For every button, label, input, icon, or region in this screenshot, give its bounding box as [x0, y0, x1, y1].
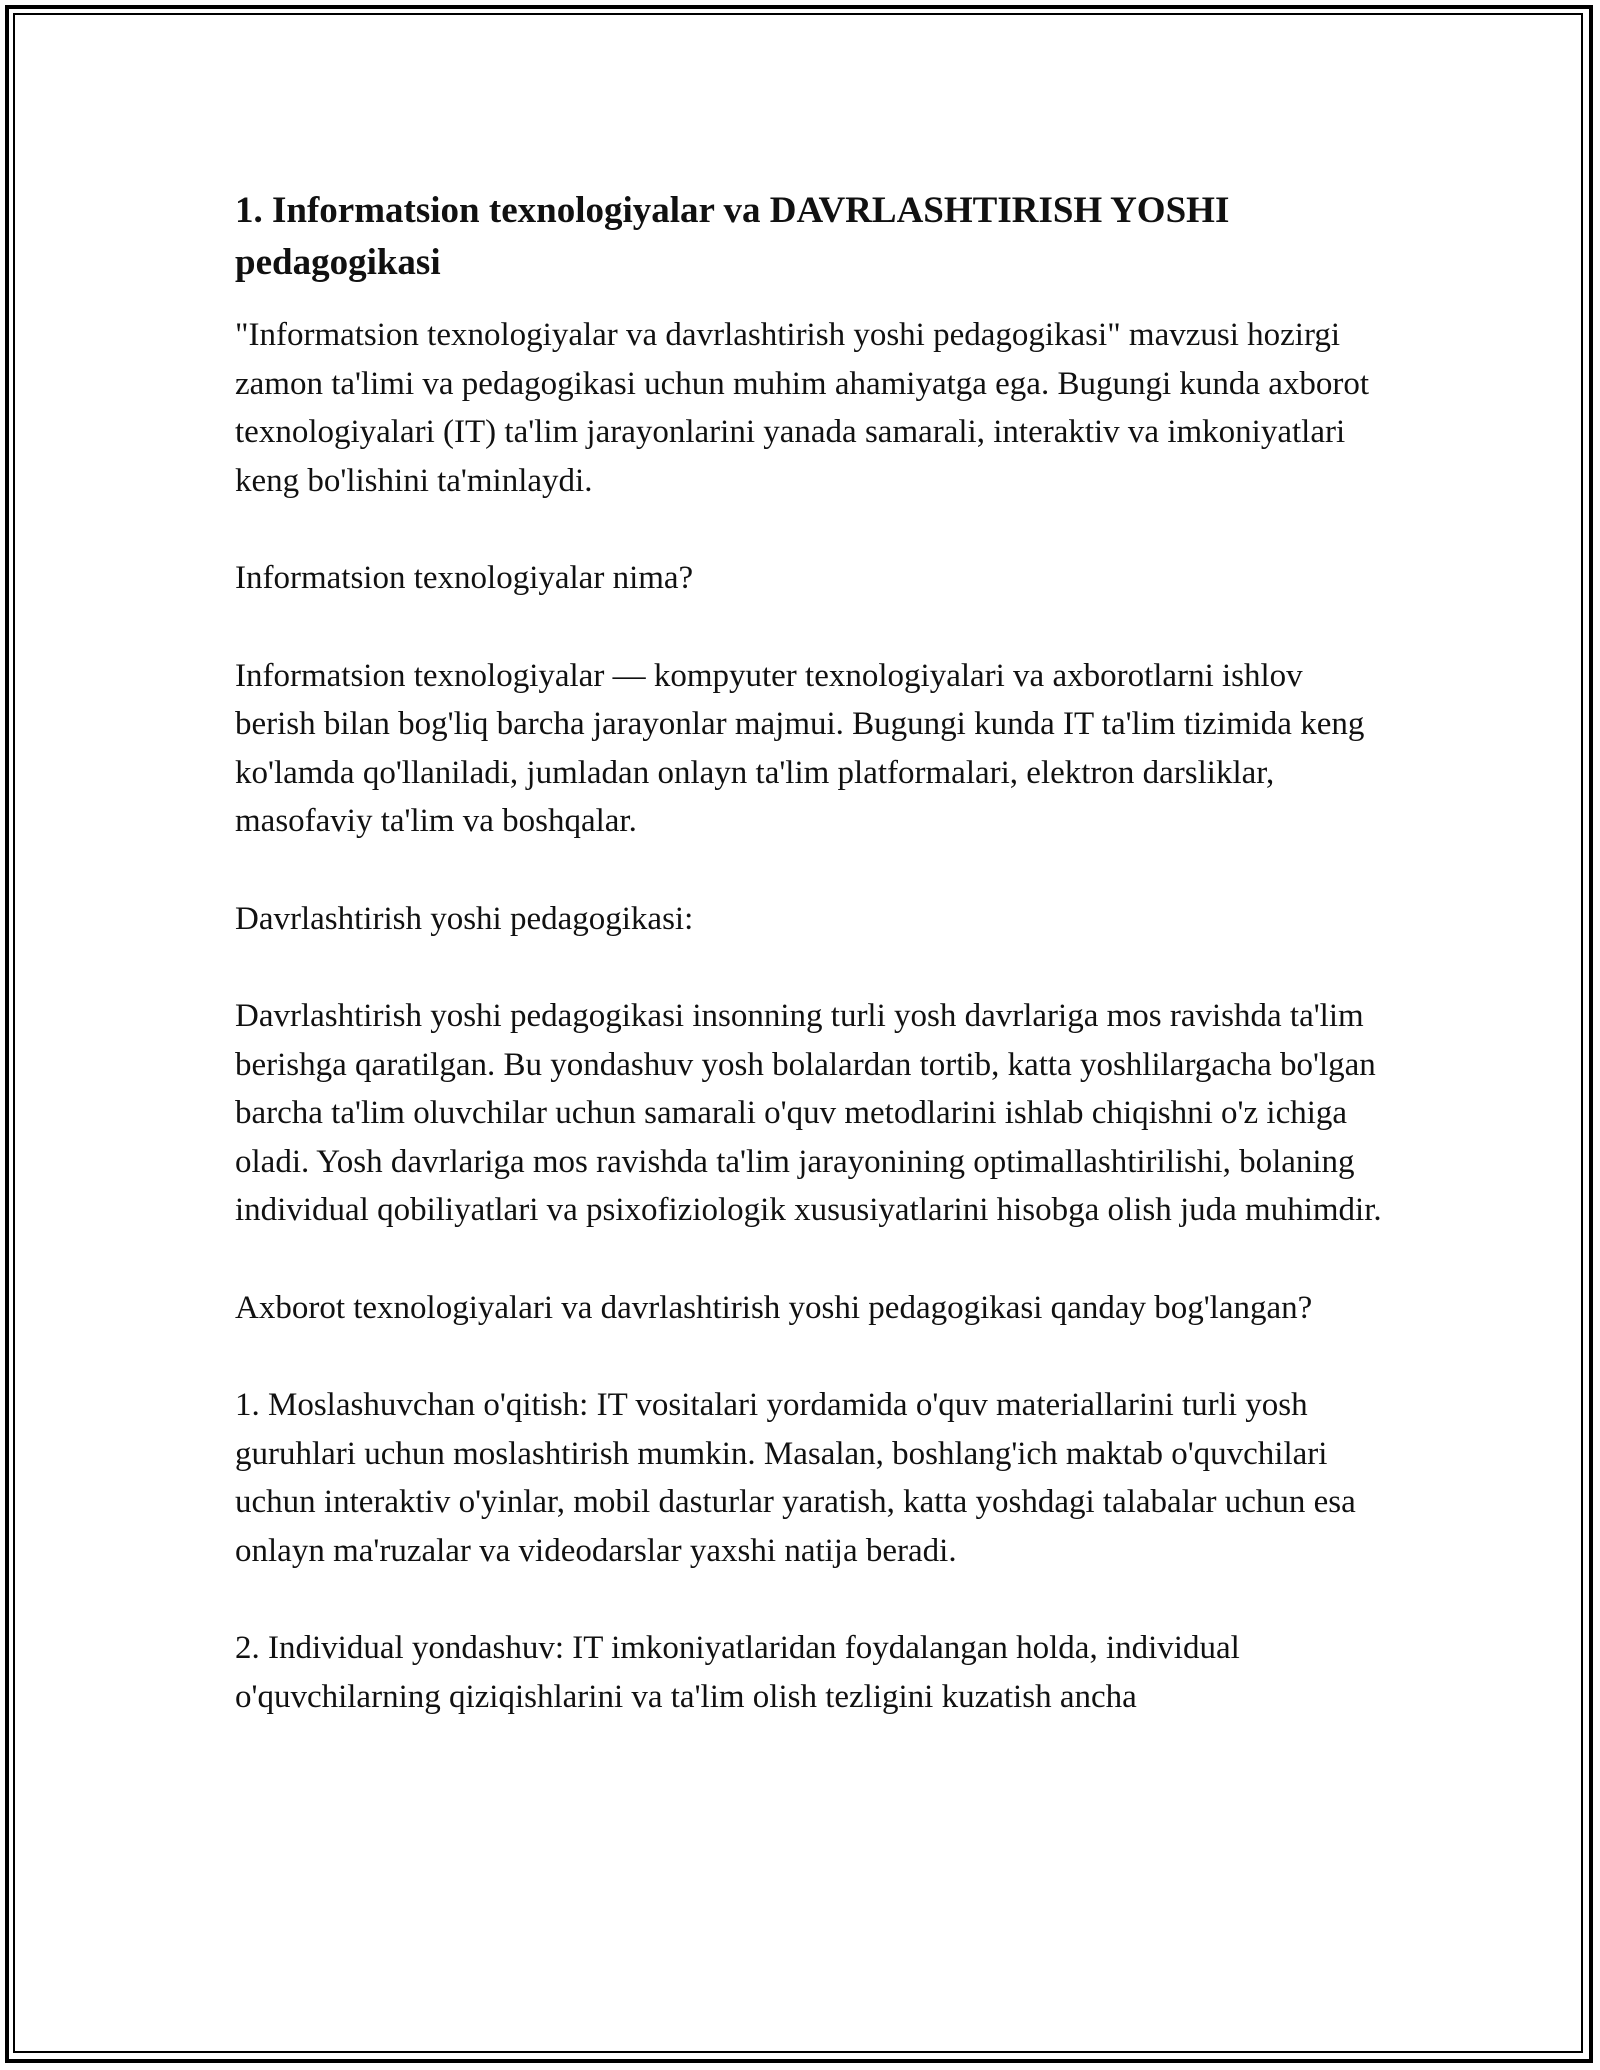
paragraph-point-2: 2. Individual yondashuv: IT imkoniyatlaridan foydalangan holda, individual o'quvchilarning qiziqishlarini va ta'lim olish tezligini kuzatish ancha	[235, 1630, 1240, 1715]
document-body	[235, 185, 1385, 1721]
paragraph-pedagogy-definition: Davrlashtirish yoshi pedagogikasi insonning turli yosh davrlariga mos ravishda ta'lim berishga qaratilgan. Bu yondashuv yosh bolalardan tortib, katta yoshlilargacha bo'lgan barcha ta'lim oluvchilar uchun samarali o'quv metodlarini ishlab chiqishni o'z ichiga oladi. Yosh davrlariga mos ravishda ta'lim jarayonining optimallashtirilishi, bolaning individual qobiliyatlari va psixofiziologik xususiyatlarini hisobga olish juda muhimdir.	[235, 998, 1382, 1228]
paragraph-question-connection: Axborot texnologiyalari va davrlashtirish yoshi pedagogikasi qanday bog'langan?	[235, 1289, 1313, 1326]
paragraph-it-definition: Informatsion texnologiyalar — kompyuter texnologiyalari va axborotlarni ishlov berish bilan bog'liq barcha jarayonlar majmui. Bugungi kunda IT ta'lim tizimida keng ko'lamda qo'llaniladi, jumladan onlayn ta'lim platformalari, elektron darsliklar, masofaviy ta'lim va boshqalar.	[235, 657, 1365, 839]
paragraph-heading-pedagogy: Davrlashtirish yoshi pedagogikasi:	[235, 900, 694, 937]
paragraph-intro: "Informatsion texnologiyalar va davrlashtirish yoshi pedagogikasi" mavzusi hozirgi zamon ta'limi va pedagogikasi uchun muhim ahamiyatga ega. Bugungi kunda axborot texnologiyalari (IT) ta'lim jarayonlarini yanada samarali, interaktiv va imkoniyatlari keng bo'lishini ta'minlaydi.	[235, 317, 1370, 499]
paragraph-point-1: 1. Moslashuvchan o'qitish: IT vositalari yordamida o'quv materiallarini turli yosh guruhlari uchun moslashtirish mumkin. Masalan, boshlang'ich maktab o'quvchilari uchun interaktiv o'yinlar, mobil dasturlar yaratish, katta yoshdagi talabalar uchun esa onlayn ma'ruzalar va videodarslar yaxshi natija beradi.	[235, 1387, 1356, 1569]
document-title: 1. Informatsion texnologiyalar va DAVRLASHTIRISH YOSHI pedagogikasi	[235, 190, 1230, 283]
paragraph-question-it: Informatsion texnologiyalar nima?	[235, 560, 694, 596]
